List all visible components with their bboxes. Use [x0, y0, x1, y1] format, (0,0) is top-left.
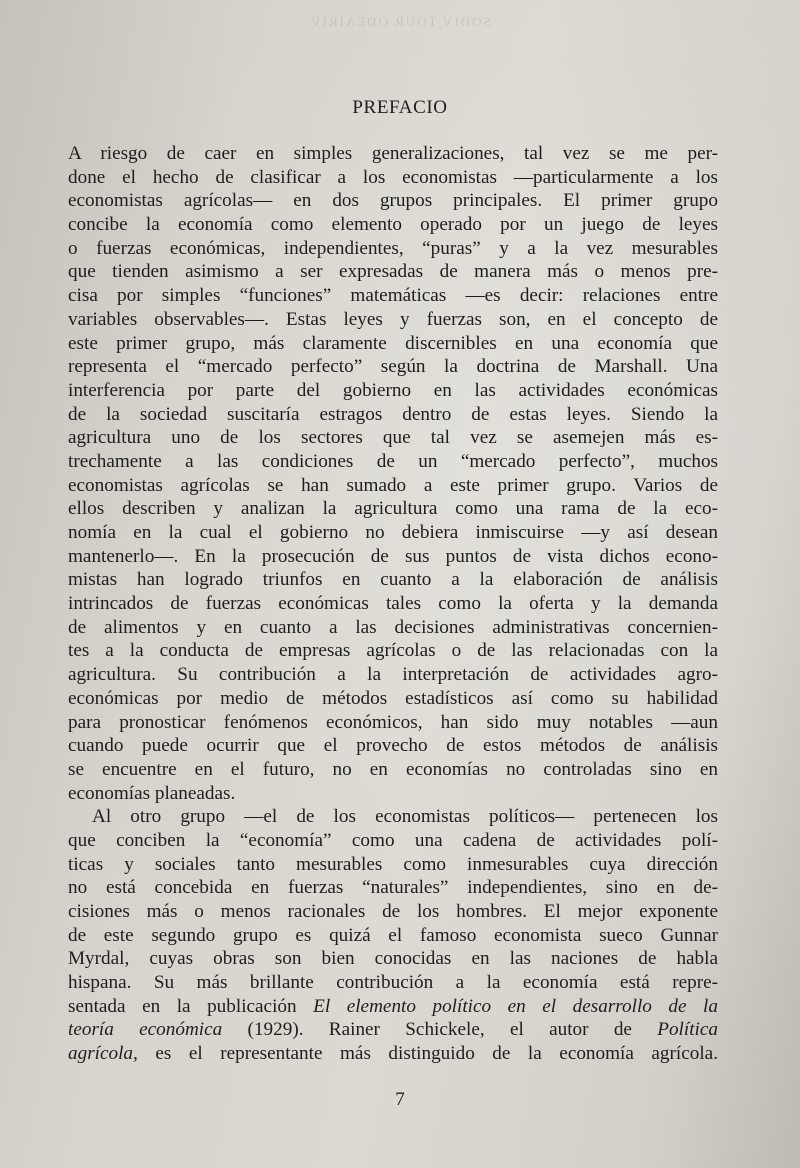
text-line: done el hecho de clasificar a los economistas —particularmente a los [68, 166, 718, 188]
text-segment: es el representante más distinguido de la economía agrícola. [137, 1043, 718, 1065]
text-line: trechamente a las condiciones de un “mercado perfecto”, muchos [68, 450, 718, 472]
text-line: cisiones más o menos racionales de los hombres. El mejor exponente [68, 901, 718, 922]
text-line: economistas agrícolas— en dos grupos principales. El primer grupo [68, 190, 718, 212]
text-line: concibe la economía como elemento operado por un juego de leyes [68, 214, 718, 236]
text-line [68, 1042, 718, 1066]
text-line: cisa por simples “funciones” matemáticas —es decir: relaciones entre [68, 285, 718, 307]
text-line: se encuentre en el futuro, no en economías no controladas sino en [68, 758, 718, 780]
book-title-italic: Política [657, 1019, 718, 1041]
text-line: ellos describen y analizan la agricultura como una rama de la eco- [68, 498, 718, 520]
text-line: de este segundo grupo es quizá el famoso economista sueco Gunnar [68, 924, 718, 946]
paragraph-start-line: Al otro grupo —el de los economistas políticos— pertenecen los [92, 806, 718, 828]
text-line: economistas agrícolas se han sumado a este primer grupo. Varios de [68, 474, 718, 496]
text-line: variables observables—. Estas leyes y fuerzas son, en el concepto de [68, 308, 718, 330]
book-title-italic: agrícola, [68, 1043, 138, 1065]
book-title-italic: El elemento político en el desarrollo de la [313, 995, 718, 1017]
text-line: agricultura uno de los sectores que tal vez se asemejen más es- [68, 427, 718, 449]
text-line: que conciben la “economía” como una cadena de actividades polí- [68, 829, 718, 851]
text-line: Myrdal, cuyas obras son bien conocidas en las naciones de habla [68, 948, 718, 970]
text-line: de alimentos y en cuanto a las decisiones administrativas concernien- [68, 616, 718, 638]
book-title-italic: teoría económica [68, 1019, 223, 1041]
text-line: de la sociedad suscitaría estragos dentro de estas leyes. Siendo la [68, 403, 718, 425]
bleed-through-text: SODIV TOUR ODEAIRIV [309, 14, 491, 29]
text-line: que tienden asimismo a ser expresadas de manera más o menos pre- [68, 261, 718, 283]
text-line: interferencia por parte del gobierno en las actividades económicas [68, 379, 718, 401]
text-line: este primer grupo, más claramente discernibles en una economía que [68, 332, 718, 354]
text-line [68, 1018, 718, 1042]
paragraph-end-line: economías planeadas. [68, 782, 236, 804]
text-line: no está concebida en fuerzas “naturales” independientes, sino en de- [68, 877, 718, 899]
text-line: hispana. Su más brillante contribución a la economía está repre- [68, 972, 718, 994]
page-title: PREFACIO [352, 97, 448, 118]
text-line: mistas han logrado triunfos en cuanto a la elaboración de análisis [68, 569, 718, 591]
text-line: tes a la conducta de empresas agrícolas o de las relacionadas con la [68, 640, 718, 662]
text-line: mantenerlo—. En la prosecución de sus puntos de vista dichos econo- [68, 545, 718, 567]
page-number: 7 [395, 1089, 405, 1110]
text-line: para pronosticar fenómenos económicos, han sido muy notables —aun [68, 711, 718, 733]
body-text [68, 142, 718, 1066]
text-line: representa el “mercado perfecto” según la doctrina de Marshall. Una [68, 356, 718, 378]
text-line: intrincados de fuerzas económicas tales como la oferta y la demanda [68, 593, 718, 615]
text-line: nomía en la cual el gobierno no debiera inmiscuirse —y así desean [68, 522, 718, 543]
text-line: cuando puede ocurrir que el provecho de estos métodos de análisis [68, 735, 718, 757]
text-line: o fuerzas económicas, independientes, “puras” y a la vez mesurables [68, 237, 718, 259]
text-line: agricultura. Su contribución a la interpretación de actividades agro- [68, 664, 718, 686]
text-line: ticas y sociales tanto mesurables como inmesurables cuya dirección [68, 853, 718, 875]
text-line [68, 995, 718, 1019]
text-segment: sentada en la publicación [68, 995, 314, 1017]
text-segment: (1929). Rainer Schickele, el autor de [222, 1019, 658, 1041]
text-line: económicas por medio de métodos estadísticos así como su habilidad [68, 687, 718, 709]
text-line: A riesgo de caer en simples generalizaciones, tal vez se me per- [68, 143, 718, 164]
